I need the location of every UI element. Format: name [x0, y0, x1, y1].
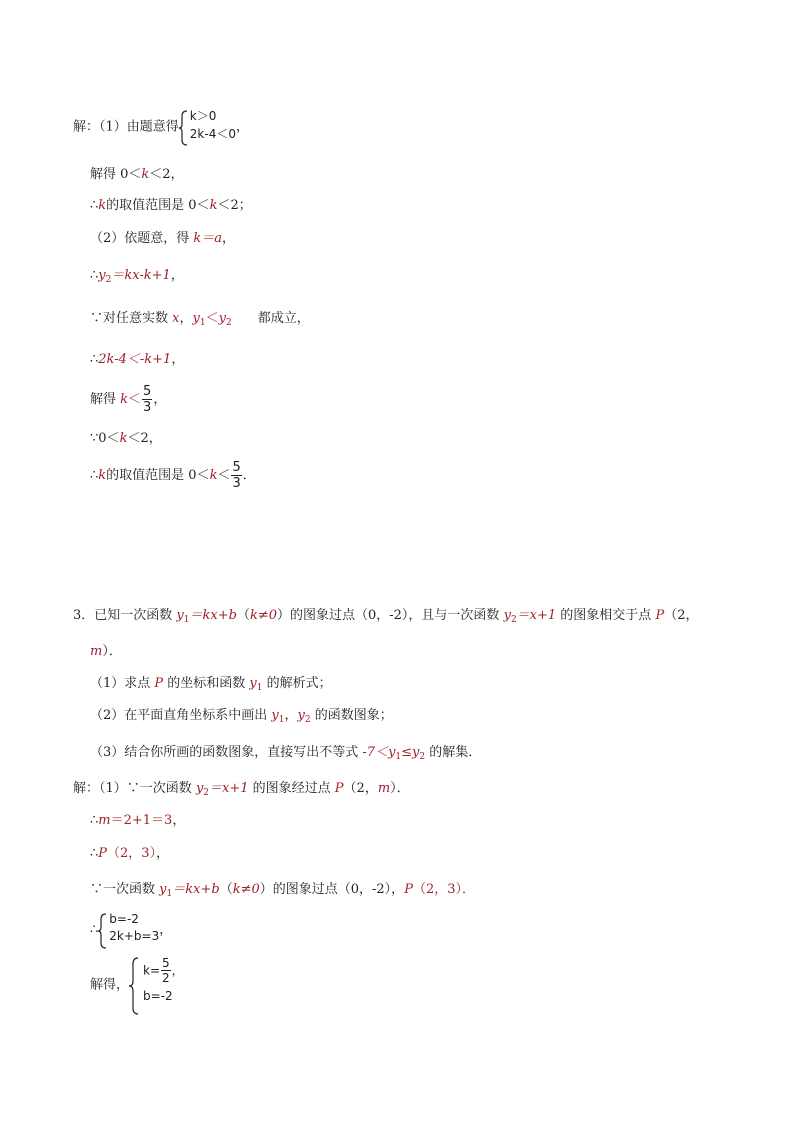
- because-symbol: ∵: [90, 431, 99, 446]
- point: （2，3）．: [412, 882, 475, 897]
- var-y: y: [159, 882, 167, 897]
- text: ＜2；: [217, 198, 252, 213]
- denominator: 2: [162, 971, 170, 985]
- text: 都成立，: [257, 311, 310, 326]
- text: （2，: [664, 608, 699, 623]
- because-symbol: ∵: [90, 882, 104, 897]
- text: （: [236, 608, 250, 623]
- var-k: k: [98, 468, 107, 483]
- text: （2，: [343, 781, 378, 796]
- question-3-part-2: [90, 709, 393, 725]
- fraction-5-2: [161, 957, 171, 984]
- numerator: 5: [232, 460, 241, 475]
- therefore-symbol: ∴: [90, 198, 99, 213]
- expr: ＝kx+b: [172, 882, 220, 897]
- text: 解得 0＜: [90, 167, 142, 182]
- lt: ＜: [205, 311, 219, 326]
- var-k: k: [98, 198, 107, 213]
- expr: ＝x+1: [209, 781, 249, 796]
- solution-1-line-4: [90, 269, 184, 285]
- expr: k＝a: [193, 231, 223, 246]
- var-y: y: [271, 708, 279, 723]
- equation-system: [98, 913, 159, 947]
- point: （2，3）: [107, 846, 157, 861]
- inequality-system: [179, 110, 236, 144]
- punct: ，: [179, 311, 193, 326]
- text: （1）求点: [90, 676, 155, 691]
- left-brace-icon: [129, 957, 139, 1015]
- text: 的取值范围是 0＜: [106, 468, 210, 483]
- solution-1-line-6: [90, 353, 184, 366]
- system-row-1: k＞0: [189, 109, 217, 123]
- expr: k≠0: [232, 882, 260, 897]
- var-k: k: [209, 198, 218, 213]
- subscript: 2: [419, 752, 426, 762]
- left-brace-icon: [179, 110, 188, 146]
- var-y: y: [297, 708, 305, 723]
- therefore-symbol: ∴: [90, 846, 99, 861]
- text: 对任意实数: [103, 311, 173, 326]
- solution-system: [129, 957, 184, 1013]
- subscript: 2: [304, 715, 311, 725]
- system-row-1: [143, 957, 184, 984]
- expr: ＝x+1: [516, 608, 557, 623]
- system-row-2: 2k-4＜0: [189, 127, 236, 141]
- question-3-line-1: [73, 609, 698, 625]
- system-row-1: b=-2: [109, 912, 139, 926]
- var-p: P: [404, 882, 413, 897]
- expr: ＝2+1＝3: [110, 813, 173, 828]
- solution-3-line-4: [90, 883, 475, 899]
- numerator: 5: [143, 384, 152, 399]
- punct: ，: [235, 119, 249, 135]
- expr: ≤y: [401, 745, 420, 760]
- text: 一次函数: [139, 781, 196, 796]
- denominator: 3: [143, 400, 152, 415]
- subscript: 1: [256, 683, 263, 693]
- solution-3-system-line: [90, 913, 172, 947]
- because-symbol: ∵: [90, 311, 104, 326]
- punct: ，: [171, 352, 185, 367]
- solution-1-line-1: [90, 168, 184, 181]
- lt: ＜: [128, 392, 142, 407]
- solution-1-line-5: [90, 312, 310, 328]
- solution-3-result-line: [90, 957, 184, 1013]
- text: 解得，: [90, 977, 130, 993]
- text: （: [219, 882, 233, 897]
- var-y: y: [195, 781, 204, 796]
- numerator: 5: [162, 956, 170, 970]
- solution-3-line-2: [90, 814, 185, 827]
- solution-3-line-3: [90, 847, 169, 860]
- subscript: 1: [183, 615, 190, 625]
- subscript: 1: [166, 889, 173, 899]
- var-m: m: [377, 781, 391, 796]
- subscript: 1: [199, 318, 206, 328]
- text: 解得: [90, 392, 121, 407]
- therefore-symbol: ∴: [90, 813, 99, 828]
- var-k: k: [120, 392, 129, 407]
- expr: ＝kx+b: [189, 608, 237, 623]
- therefore-symbol: ∴: [90, 922, 99, 938]
- text: ）的图象过点（0，-2），: [259, 882, 405, 897]
- var-k: k: [209, 468, 218, 483]
- var-p: P: [98, 846, 108, 861]
- text: ）的图象过点（0，-2），且与一次函数: [277, 608, 504, 623]
- var-k: k: [119, 431, 128, 446]
- text: 0＜: [98, 431, 120, 446]
- text: 的图象经过点: [248, 781, 335, 796]
- punct: ，: [170, 268, 184, 283]
- fraction-5-3: [231, 461, 241, 490]
- text: ＜2，: [149, 167, 184, 182]
- lt: ＜: [217, 468, 231, 483]
- subscript: 2: [225, 318, 232, 328]
- var-y: y: [249, 676, 257, 691]
- var-y: y: [98, 268, 106, 283]
- expr: 2k-4＜-k+1: [98, 352, 172, 367]
- text: （2）在平面直角坐标系中画出: [90, 708, 272, 723]
- text: 的坐标和函数: [163, 676, 250, 691]
- solution-1-line-8: [90, 432, 162, 445]
- var-y: y: [503, 608, 511, 623]
- var-x: x: [172, 311, 180, 326]
- question-3-part-1: [90, 677, 332, 693]
- subscript: 1: [278, 715, 285, 725]
- expr: -7＜y: [362, 745, 396, 760]
- punct: ，: [171, 963, 184, 978]
- because-symbol: ∵: [126, 781, 140, 796]
- text: （2）依题意，得: [90, 231, 194, 246]
- var-m: m: [98, 813, 111, 828]
- therefore-symbol: ∴: [90, 352, 99, 367]
- text: 一次函数: [103, 882, 160, 897]
- therefore-symbol: ∴: [90, 268, 99, 283]
- solution-1-line-3: [90, 232, 235, 245]
- punct: ，: [222, 231, 236, 246]
- var-y: y: [192, 311, 200, 326]
- punct: ，: [153, 392, 167, 407]
- expr: ＝kx-k+1: [111, 268, 171, 283]
- system-row-2: b=-2: [143, 989, 173, 1003]
- solution-1-line-9: [90, 461, 256, 490]
- text: 3．已知一次函数: [73, 608, 177, 623]
- question-3-line-2: [90, 645, 122, 658]
- subscript: 2: [510, 615, 517, 625]
- var-p: P: [334, 781, 344, 796]
- text: ）．: [102, 644, 122, 659]
- left-brace-icon: [98, 913, 107, 949]
- var-y: y: [176, 608, 184, 623]
- text: 的解析式；: [262, 676, 332, 691]
- text: 的图象相交于点: [556, 608, 656, 623]
- therefore-symbol: ∴: [90, 468, 99, 483]
- text: 的取值范围是 0＜: [106, 198, 210, 213]
- subscript: 2: [105, 275, 112, 285]
- punct: ，: [156, 846, 170, 861]
- punct: ．: [242, 468, 256, 483]
- var-p: P: [655, 608, 665, 623]
- text: （3）结合你所画的函数图象，直接写出不等式: [90, 745, 363, 760]
- denominator: 3: [232, 476, 241, 491]
- solution-3-line-1: [73, 782, 410, 798]
- text: ）．: [390, 781, 410, 796]
- fraction-5-3: [142, 385, 152, 414]
- text: ＜2，: [127, 431, 162, 446]
- punct: ，: [284, 708, 298, 723]
- text: 解：（1）: [73, 781, 127, 796]
- text: 的解集．: [425, 745, 482, 760]
- var-p: P: [154, 676, 164, 691]
- var-m: m: [90, 644, 103, 659]
- punct: ，: [172, 813, 186, 828]
- punct: ，: [159, 922, 173, 938]
- k-label: k=: [143, 963, 161, 978]
- var-y: y: [218, 311, 226, 326]
- subscript: 2: [203, 788, 210, 798]
- solution-1-line-7: [90, 385, 166, 414]
- expr: k≠0: [249, 608, 277, 623]
- system-row-2: 2k+b=3: [109, 929, 160, 943]
- solution-1-line-2: [90, 199, 252, 212]
- var-k: k: [141, 167, 150, 182]
- solution-1-system-line: [73, 110, 249, 144]
- subscript: 1: [395, 752, 402, 762]
- solution-1-intro: 解：（1）由题意得: [73, 119, 179, 135]
- text: 的函数图象；: [310, 708, 393, 723]
- question-3-part-3: [90, 746, 481, 762]
